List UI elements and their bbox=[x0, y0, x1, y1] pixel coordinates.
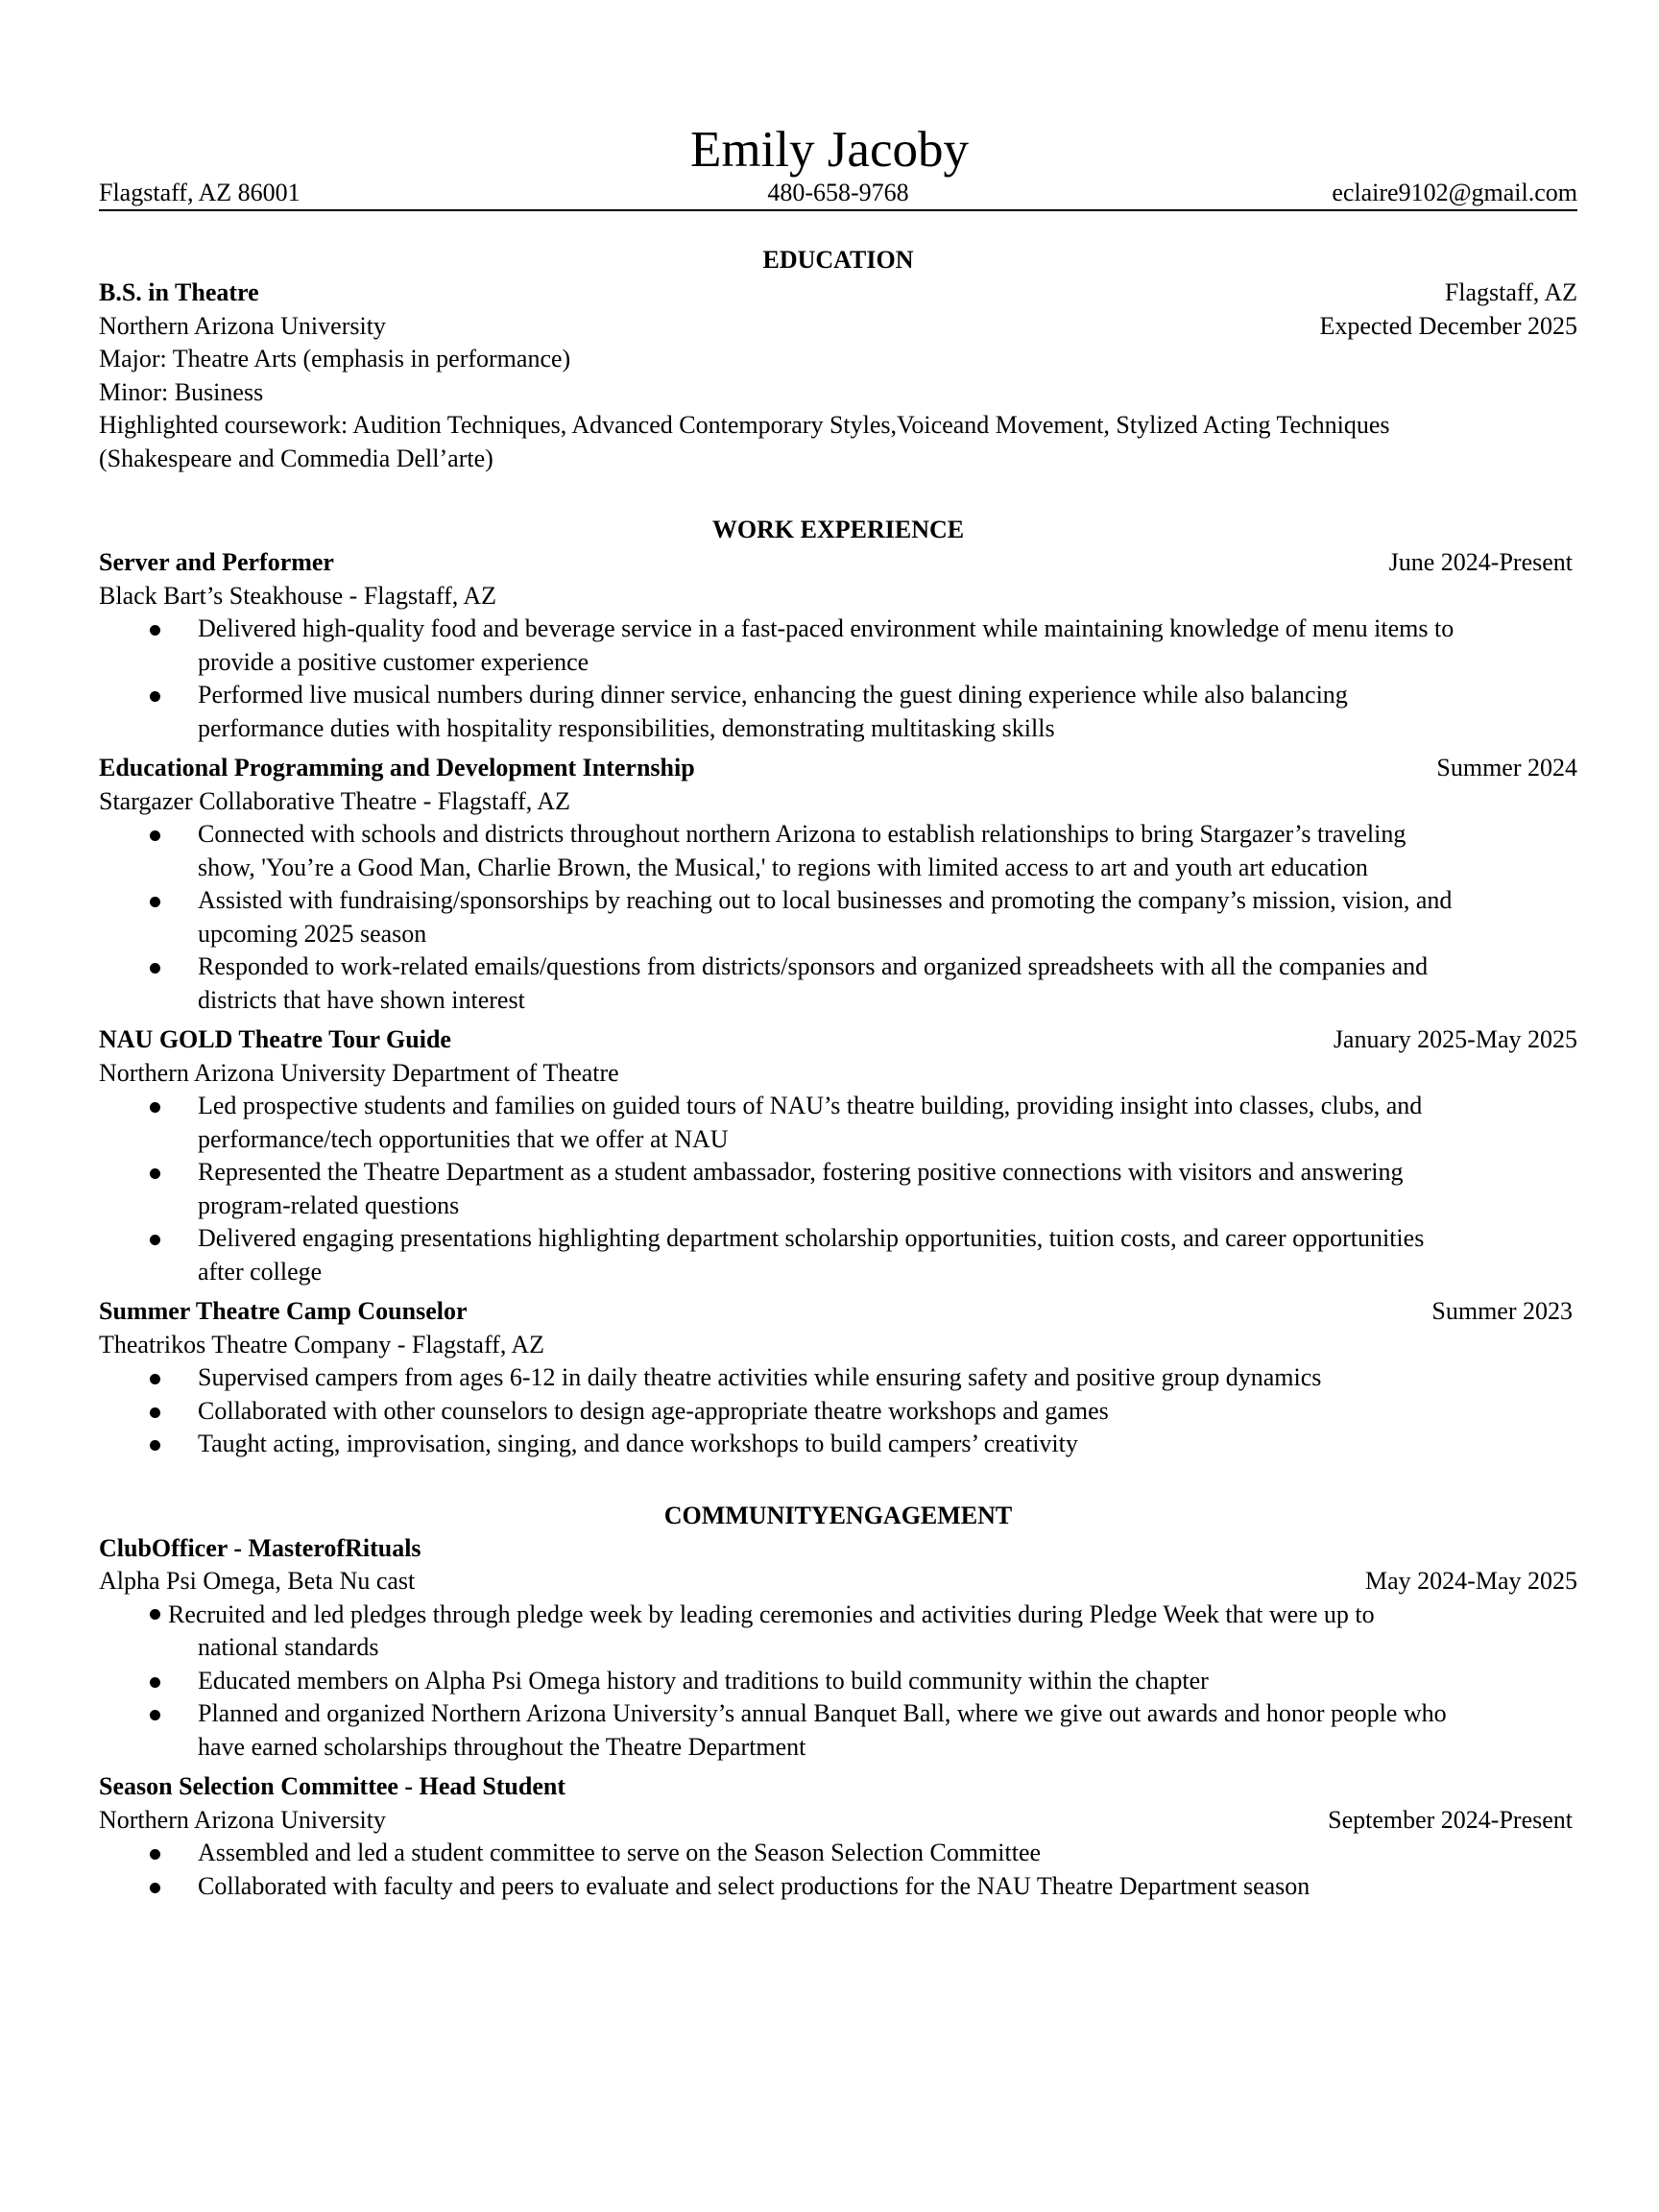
club-bullet-list bbox=[99, 1665, 1577, 1765]
job-bullet-list bbox=[99, 818, 1577, 1017]
bullet-dot bbox=[150, 1235, 160, 1245]
job-org-row bbox=[99, 1057, 1577, 1091]
bullet-text-line: Delivered engaging presentations highlighting department scholarship opportunities, tuition costs, and career opportunities bbox=[198, 1224, 1425, 1252]
season-role-row bbox=[99, 1770, 1577, 1804]
education-coursework-cont: (Shakespeare and Commedia Dell’arte) bbox=[99, 444, 493, 472]
job-role: Educational Programming and Development Internship bbox=[99, 754, 695, 781]
bullet-text-line: after college bbox=[198, 1257, 323, 1286]
job-role-row bbox=[99, 546, 1577, 580]
contact-location: Flagstaff, AZ 86001 bbox=[99, 179, 301, 206]
bullet-dot bbox=[150, 1677, 160, 1688]
job-org-row bbox=[99, 580, 1577, 613]
bullet-text-line: Educated members on Alpha Psi Omega history and traditions to build community within the chapter bbox=[198, 1666, 1209, 1695]
contact-line bbox=[99, 179, 1577, 211]
education-school: Northern Arizona University bbox=[99, 311, 386, 340]
bullet-item bbox=[99, 1665, 1577, 1698]
bullet-dot bbox=[150, 963, 160, 974]
club-role: ClubOfficer - MasterofRituals bbox=[99, 1533, 421, 1562]
bullet-item bbox=[99, 1222, 1577, 1288]
bullet-text-line: Responded to work-related emails/questions from districts/sponsors and organized spreadsheets with all the companies and bbox=[198, 952, 1429, 980]
bullet-item bbox=[99, 1090, 1577, 1156]
bullet-item bbox=[99, 1361, 1577, 1395]
bullet-item bbox=[99, 613, 1577, 679]
bullet-item bbox=[99, 1697, 1577, 1764]
job-org: Northern Arizona University Department of Theatre bbox=[99, 1058, 619, 1087]
club-first-bullet-line2: national standards bbox=[198, 1633, 379, 1661]
club-role-row bbox=[99, 1532, 1577, 1566]
bullet-text-line: Collaborated with other counselors to design age-appropriate theatre workshops and games bbox=[198, 1396, 1109, 1425]
bullet-text-line: performance/tech opportunities that we offer at NAU bbox=[198, 1124, 729, 1153]
bullet-text-line: Connected with schools and districts throughout northern Arizona to establish relationships to bring Stargazer’s traveling bbox=[198, 820, 1407, 848]
bullet-dot bbox=[150, 1102, 160, 1113]
job-bullet-list bbox=[99, 613, 1577, 745]
bullet-text-line: Represented the Theatre Department as a student ambassador, fostering positive connections with visitors and answering bbox=[198, 1158, 1404, 1186]
bullet-dot bbox=[150, 830, 160, 841]
work-experience-list bbox=[99, 546, 1577, 1461]
job-date: Summer 2023 bbox=[1431, 1297, 1573, 1325]
bullet-dot bbox=[150, 1374, 160, 1384]
job-role: Server and Performer bbox=[99, 548, 334, 576]
job-entry bbox=[99, 546, 1577, 745]
job-entry bbox=[99, 1288, 1577, 1461]
bullet-text-line: Supervised campers from ages 6-12 in daily theatre activities while ensuring safety and positive group dynamics bbox=[198, 1363, 1322, 1391]
bullet-text-line: have earned scholarships throughout the Theatre Department bbox=[198, 1732, 806, 1761]
job-spacer bbox=[99, 745, 1577, 752]
bullet-text-line: provide a positive customer experience bbox=[198, 647, 589, 676]
bullet-text-line: Collaborated with faculty and peers to evaluate and select productions for the NAU Theatre Department season bbox=[198, 1871, 1310, 1900]
job-role-row bbox=[99, 1295, 1577, 1329]
bullet-dot bbox=[150, 897, 160, 907]
job-date: Summer 2024 bbox=[1436, 754, 1577, 781]
resume-body bbox=[99, 244, 1577, 1903]
education-location: Flagstaff, AZ bbox=[1444, 278, 1577, 306]
bullet-text-line: Planned and organized Northern Arizona University’s annual Banquet Ball, where we give out awards and honor people who bbox=[198, 1699, 1447, 1727]
education-school-row bbox=[99, 310, 1577, 344]
bullet-text-line: Led prospective students and families on guided tours of NAU’s theatre building, providing insight into classes, clubs, and bbox=[198, 1092, 1423, 1119]
bullet-dot bbox=[150, 691, 160, 702]
job-org: Stargazer Collaborative Theatre - Flagstaff, AZ bbox=[99, 786, 570, 815]
community-heading: COMMUNITYENGAGEMENT bbox=[663, 1501, 1013, 1529]
bullet-text-line: Assembled and led a student committee to serve on the Season Selection Committee bbox=[198, 1839, 1042, 1866]
bullet-item bbox=[99, 818, 1577, 884]
job-date: June 2024-Present bbox=[1388, 548, 1573, 576]
club-first-bullet-line1: Recruited and led pledges through pledge week by leading ceremonies and activities during Pledge Week that were up to bbox=[168, 1599, 1375, 1628]
education-expected: Expected December 2025 bbox=[1319, 311, 1577, 340]
education-degree-row bbox=[99, 276, 1577, 310]
bullet-dot bbox=[150, 1440, 160, 1451]
season-bullet-list bbox=[99, 1837, 1577, 1903]
job-org: Theatrikos Theatre Company - Flagstaff, AZ bbox=[99, 1330, 545, 1358]
job-org-row bbox=[99, 1329, 1577, 1362]
bullet-dot bbox=[150, 1609, 160, 1620]
bullet-text-line: Taught acting, improvisation, singing, and dance workshops to build campers’ creativity bbox=[198, 1430, 1078, 1457]
bullet-item bbox=[99, 1837, 1577, 1870]
bullet-text-line: districts that have shown interest bbox=[198, 985, 525, 1014]
bullet-text-line: Delivered high-quality food and beverage service in a fast-paced environment while maintaining knowledge of menu items to bbox=[198, 614, 1455, 642]
job-org: Black Bart’s Steakhouse - Flagstaff, AZ bbox=[99, 581, 497, 610]
season-role: Season Selection Committee - Head Student bbox=[99, 1772, 566, 1800]
bullet-text-line: Performed live musical numbers during dinner service, enhancing the guest dining experience while also balancing bbox=[198, 681, 1348, 709]
contact-email: eclaire9102@gmail.com bbox=[1332, 179, 1577, 206]
candidate-name: Emily Jacoby bbox=[690, 122, 969, 178]
bullet-item bbox=[99, 1156, 1577, 1222]
bullet-dot bbox=[150, 1710, 160, 1720]
bullet-item bbox=[99, 884, 1577, 950]
bullet-dot bbox=[150, 1168, 160, 1179]
job-role-row bbox=[99, 1023, 1577, 1057]
bullet-text-line: program-related questions bbox=[198, 1190, 460, 1219]
bullet-item bbox=[99, 679, 1577, 745]
season-org-row bbox=[99, 1804, 1577, 1838]
club-org: Alpha Psi Omega, Beta Nu cast bbox=[99, 1567, 416, 1595]
bullet-text-line: performance duties with hospitality responsibilities, demonstrating multitasking skills bbox=[198, 713, 1055, 742]
bullet-item bbox=[99, 1870, 1577, 1904]
club-date: May 2024-May 2025 bbox=[1365, 1567, 1577, 1595]
bullet-dot bbox=[150, 1407, 160, 1418]
education-degree: B.S. in Theatre bbox=[99, 278, 259, 306]
bullet-item bbox=[99, 1428, 1577, 1461]
job-role: NAU GOLD Theatre Tour Guide bbox=[99, 1025, 451, 1053]
season-org: Northern Arizona University bbox=[99, 1805, 386, 1834]
work-heading: WORK EXPERIENCE bbox=[711, 516, 965, 543]
job-bullet-list bbox=[99, 1090, 1577, 1288]
bullet-item bbox=[99, 950, 1577, 1017]
season-date: September 2024-Present bbox=[1328, 1805, 1573, 1834]
education-minor: Minor: Business bbox=[99, 377, 264, 406]
job-spacer bbox=[99, 1288, 1577, 1295]
job-spacer bbox=[99, 1017, 1577, 1023]
job-role: Summer Theatre Camp Counselor bbox=[99, 1297, 468, 1325]
bullet-dot bbox=[150, 1849, 160, 1860]
contact-phone: 480-658-9768 bbox=[767, 179, 909, 206]
job-role-row bbox=[99, 752, 1577, 785]
job-org-row bbox=[99, 785, 1577, 819]
bullet-dot bbox=[150, 1883, 160, 1893]
club-first-bullet bbox=[99, 1599, 1577, 1665]
club-org-row bbox=[99, 1565, 1577, 1599]
job-entry bbox=[99, 1017, 1577, 1288]
bullet-item bbox=[99, 1395, 1577, 1429]
bullet-text-line: show, 'You’re a Good Man, Charlie Brown, the Musical,' to regions with limited access to art and youth art education bbox=[198, 853, 1368, 881]
education-heading: EDUCATION bbox=[762, 246, 914, 274]
bullet-text-line: Assisted with fundraising/sponsorships by reaching out to local businesses and promoting the company’s mission, vision, and bbox=[198, 886, 1453, 914]
job-date: January 2025-May 2025 bbox=[1333, 1025, 1577, 1053]
bullet-text-line: upcoming 2025 season bbox=[198, 919, 427, 948]
job-bullet-list bbox=[99, 1361, 1577, 1461]
job-entry bbox=[99, 745, 1577, 1017]
bullet-dot bbox=[150, 625, 160, 636]
education-coursework: Highlighted coursework: Audition Techniques, Advanced Contemporary Styles,Voiceand Movement, Stylized Acting Techniques bbox=[99, 411, 1390, 439]
education-major: Major: Theatre Arts (emphasis in performance) bbox=[99, 345, 571, 373]
